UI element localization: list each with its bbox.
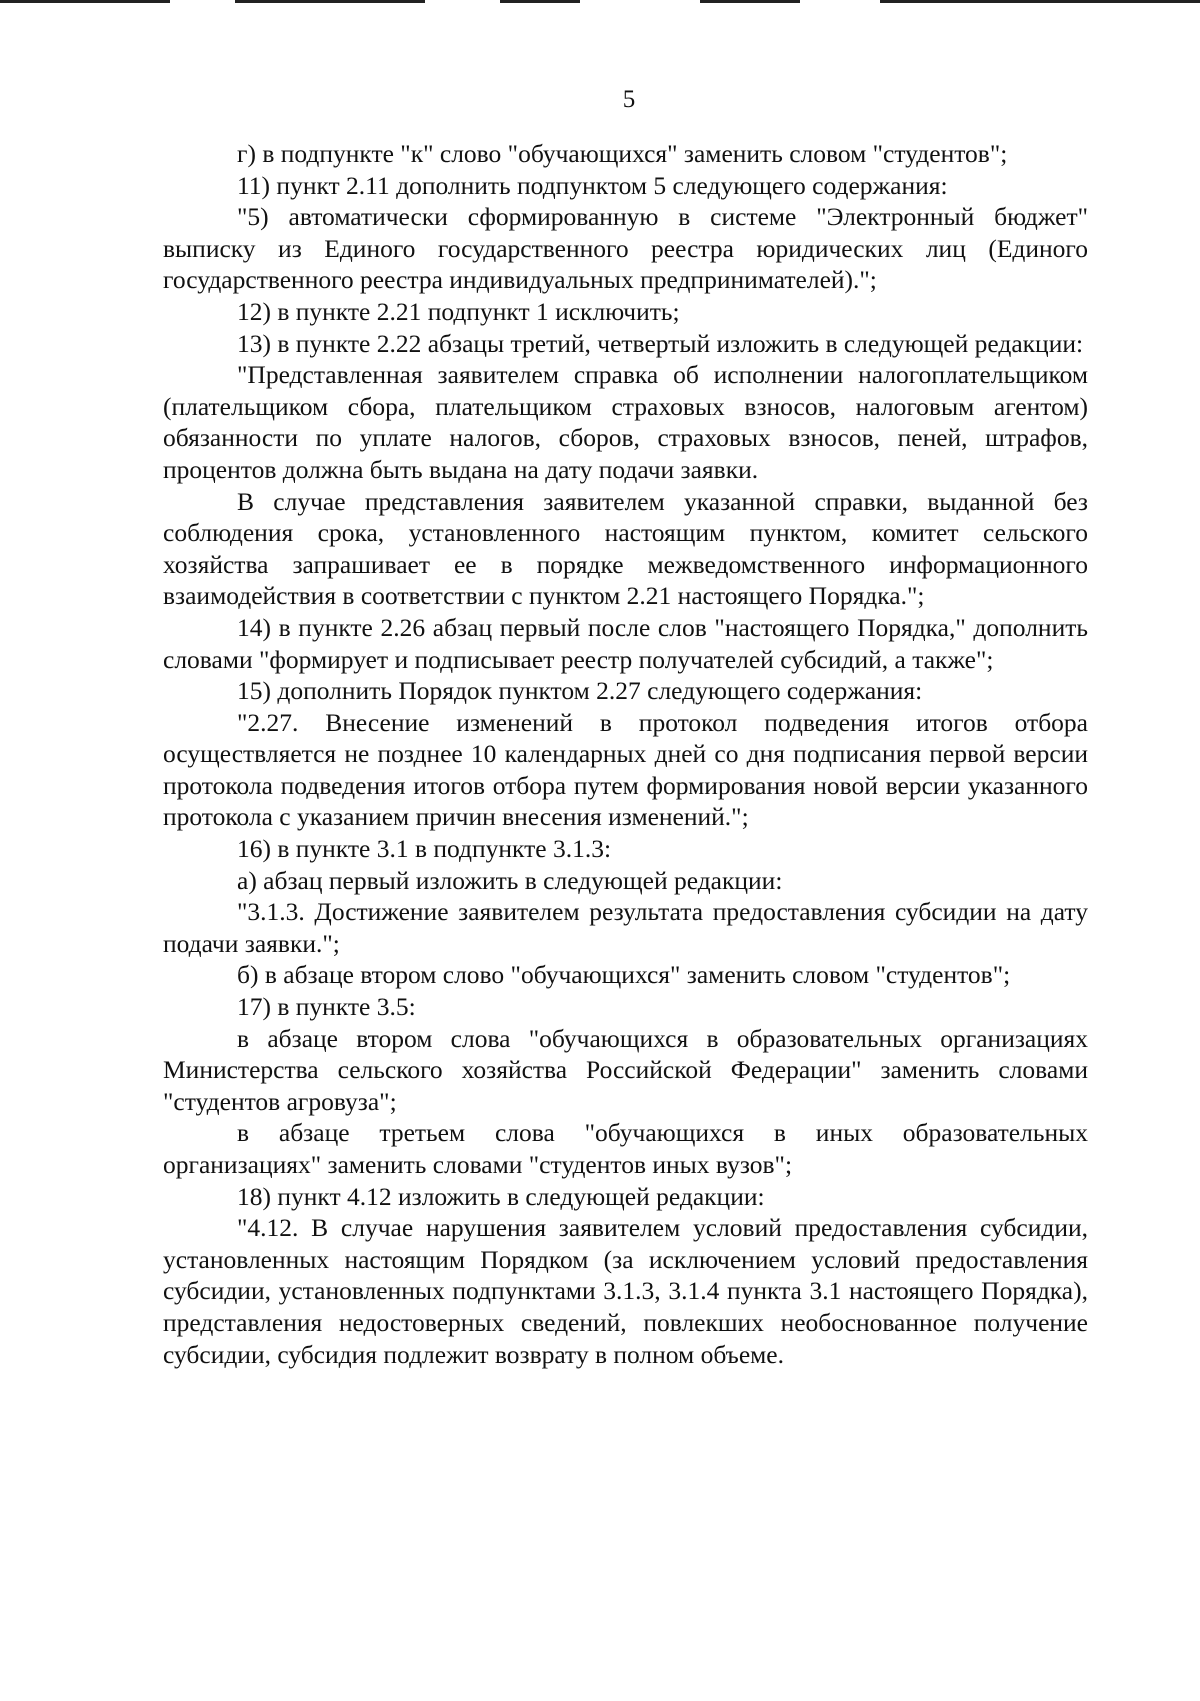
paragraph: 13) в пункте 2.22 абзацы третий, четвертый изложить в следующей редакции: [237, 328, 1084, 358]
page-number: 5 [622, 86, 636, 113]
paragraph: г) в подпункте "к" слово "обучающихся" заменить словом "студентов"; [237, 139, 1008, 168]
paragraph: а) абзац первый изложить в следующей редакции: [237, 865, 783, 895]
paragraph: б) в абзаце втором слово "обучающихся" заменить словом "студентов"; [237, 960, 1011, 990]
scan-edge-lines [0, 0, 1200, 4]
paragraph: В случае представления заявителем указанной справки, выданной без соблюдения срока, установленного настоящим пунктом, комитет сельского хозяйства запрашивает ее в порядке межведомственного информационного взаимодействия в соответствии с пунктом 2.21 настоящего Порядка."; [163, 486, 1088, 611]
paragraph: "Представленная заявителем справка об исполнении налогоплательщиком (плательщиком сбора, плательщиком страховых взносов, налоговым агентом) обязанности по уплате налогов, сборов, страховых взносов, пеней, штрафов, процентов должна быть выдана на дату подачи заявки. [163, 360, 1088, 484]
paragraph: 16) в пункте 3.1 в подпункте 3.1.3: [237, 834, 612, 864]
paragraph: "4.12. В случае нарушения заявителем условий предоставления субсидии, установленных настоящим Порядком (за исключением условий предоставления субсидии, установленных подпунктами 3.1.3, 3.1.4 пункта 3.1 настоящего Порядка), представления недостоверных сведений, повлекших необоснованное получение субсидии, субсидия подлежит возврату в полном объеме. [163, 1213, 1088, 1369]
scan-line [700, 0, 800, 3]
paragraph: 17) в пункте 3.5: [237, 992, 416, 1022]
paragraph: "3.1.3. Достижение заявителем результата предоставления субсидии на дату подачи заявки."; [163, 897, 1088, 958]
scan-line [235, 0, 425, 3]
scan-line [0, 0, 170, 3]
document-body [163, 138, 1088, 1370]
paragraph: 15) дополнить Порядок пунктом 2.27 следующего содержания: [237, 676, 923, 706]
paragraph: "5) автоматически сформированную в системе "Электронный бюджет" выписку из Единого государственного реестра юридических лиц (Единого государственного реестра индивидуальных предпринимателей)."; [163, 202, 1088, 295]
paragraph: "2.27. Внесение изменений в протокол подведения итогов отбора осуществляется не позднее 10 календарных дней со дня подписания первой версии протокола подведения итогов отбора путем формирования новой версии указанного протокола с указанием причин внесения изменений."; [163, 707, 1088, 832]
paragraph: в абзаце третьем слова "обучающихся в иных образовательных организациях" заменить словами "студентов иных вузов"; [163, 1118, 1088, 1179]
paragraph: 18) пункт 4.12 изложить в следующей редакции: [237, 1181, 765, 1211]
paragraph: 14) в пункте 2.26 абзац первый после слов "настоящего Порядка," дополнить словами "формирует и подписывает реестр получателей субсидий, а также"; [163, 612, 1088, 674]
paragraph: в абзаце втором слова "обучающихся в образовательных организациях Министерства сельского хозяйства Российской Федерации" заменить словами "студентов агровуза"; [163, 1023, 1088, 1116]
scan-line [880, 0, 1200, 3]
paragraph: 11) пункт 2.11 дополнить подпунктом 5 следующего содержания: [237, 170, 948, 200]
scan-line [500, 0, 580, 3]
paragraph: 12) в пункте 2.21 подпункт 1 исключить; [237, 296, 680, 326]
